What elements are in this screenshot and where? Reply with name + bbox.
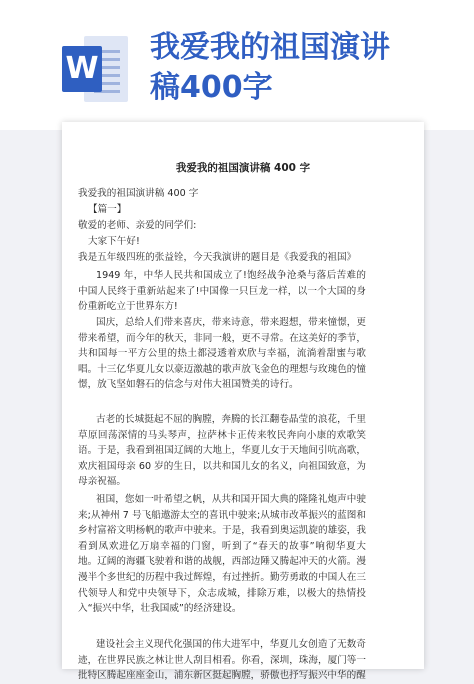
- word-document-icon: [62, 30, 128, 108]
- section-label: 【篇一】: [88, 204, 127, 215]
- document-subtitle: 我爱我的祖国演讲稿 400 字: [78, 188, 199, 199]
- intro-line: 我是五年级四班的张益铨，今天我演讲的题目是《我爱我的祖国》: [78, 252, 357, 263]
- title-line-1: 我爱我的祖国演讲: [150, 30, 390, 65]
- title-line-2: 稿400字: [150, 70, 273, 105]
- word-badge: W: [62, 46, 102, 92]
- page-title: [150, 28, 450, 108]
- paragraph-1: 1949 年，中华人民共和国成立了!饱经战争沧桑与落后苦难的中国人民终于重新站起来了!中国像一只巨龙一样，以一个大国的身份重新屹立于世界东方!: [78, 270, 366, 313]
- paragraph-2: 国庆，总给人们带来喜庆，带来诗意，带来遐想，带来憧憬，更带来希望，而今年的秋天，非同一般，更不寻常。在这美好的季节，共和国每一平方公里的热土都浸透着欢欣与幸福，流淌着甜蜜与歌唱。十三亿华夏儿女以豪迈激越的歌声放飞金色的理想与玫瑰色的憧憬，放飞坚如磐石的信念与对伟大祖国赞美的诗行。: [78, 317, 366, 391]
- hello-line: 大家下午好!: [88, 236, 140, 247]
- header: [0, 0, 474, 130]
- paragraph-4: 祖国，您如一叶希望之帆，从共和国开国大典的隆隆礼炮声中驶来;从神州 7 号飞船遨游太空的喜讯中驶来;从城市改革振兴的蓝图和乡村富裕文明杨帆的歌声中驶来。于是，我看到奥运凯旋的雄姿，我看到凤欢进亿万扇幸福的门窗，听到了“春天的故事”响彻华夏大地。辽阔的海疆飞驶着和谐的战舰，西部边陲又腾起冲天的火箭。漫漫半个多世纪的历程中我过辉煌，有过挫折。勤劳勇敢的中国人在三代领导人和党中央领导下，众志成城，排除万难，以极大的热情投入“振兴中华，壮我国威”的经济建设。: [78, 494, 366, 615]
- greeting: 敬爱的老师、亲爱的同学们:: [78, 220, 197, 231]
- paragraph-3: 古老的长城挺起不屈的胸膛，奔腾的长江翻卷晶莹的浪花，千里草原回荡深情的马头琴声，拉萨林卡正传来牧民奔向小康的欢歌笑语。于是，我看到祖国辽阔的大地上，华夏儿女于天地间引吭高歌，欢庆祖国母亲 60 岁的生日，以共和国儿女的名义，向祖国致意，为母亲祝福。: [78, 414, 366, 488]
- paragraph-5: 建设社会主义现代化强国的伟大进军中，华夏儿女创造了无数奇迹，在世界民族之林让世人刮目相看。你看，深圳，珠海，厦门等一批特区腾起座座金山，浦东新区挺起胸膛，骄傲也抒写振兴中华的醒: [78, 639, 366, 682]
- document-title: 我爱我的祖国演讲稿 400 字: [175, 162, 311, 174]
